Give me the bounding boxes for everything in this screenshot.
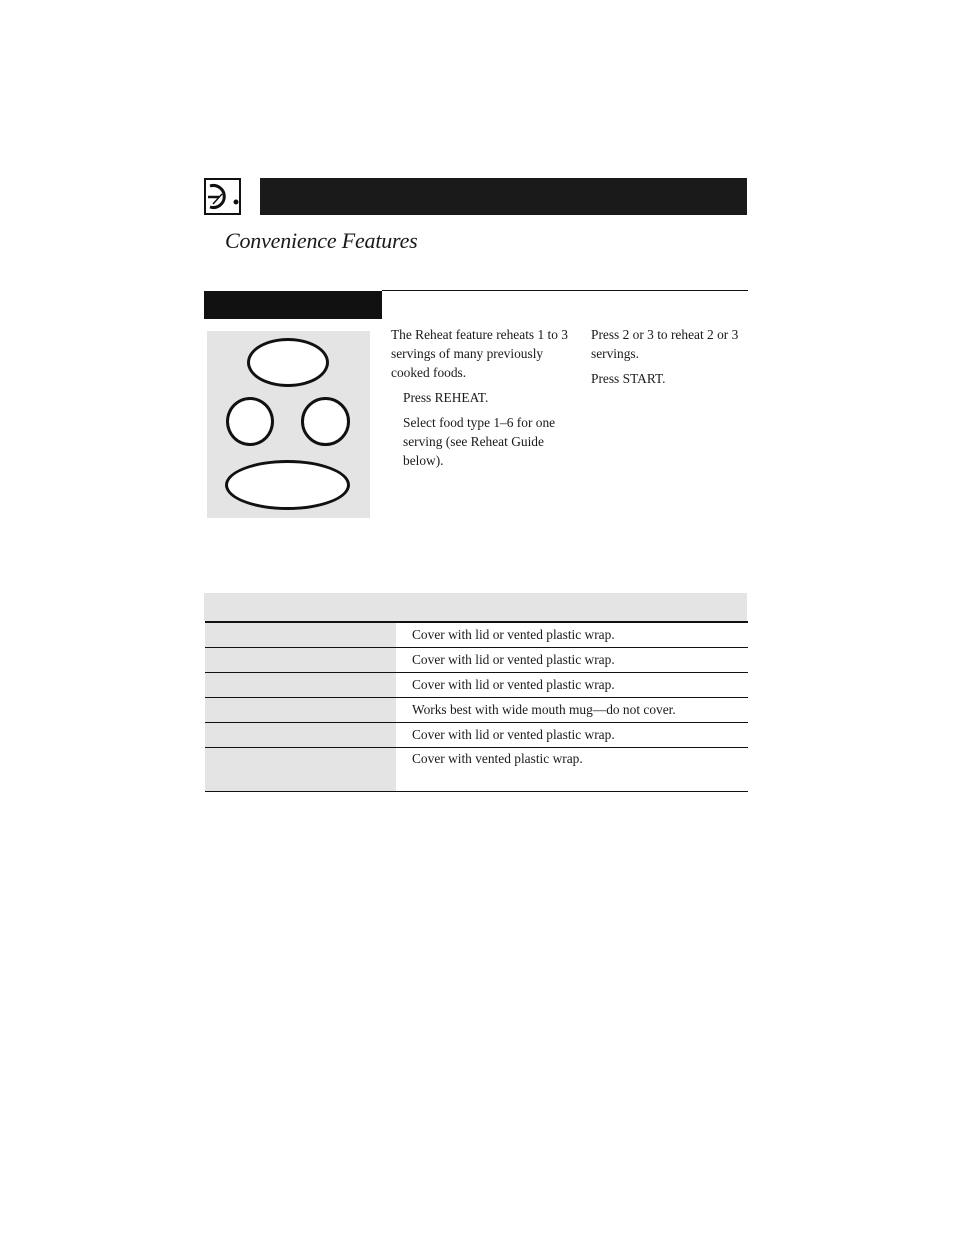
table-row (205, 748, 748, 792)
reheat-guide-table (205, 621, 748, 792)
step-4: Press START. (591, 371, 666, 386)
note-cell: Cover with lid or vented plastic wrap. (412, 627, 615, 642)
page-title: Convenience Features (225, 228, 418, 253)
table-row (205, 648, 748, 673)
instructions-column-2 (591, 325, 751, 394)
table-row (205, 673, 748, 698)
start-key (225, 460, 350, 510)
food-cell (205, 623, 396, 647)
step-1: Press REHEAT. (403, 390, 489, 405)
food-cell (205, 673, 396, 697)
table-row (205, 723, 748, 748)
guide-table-header (204, 593, 747, 621)
reheat-key (247, 338, 329, 387)
number-key-right (301, 397, 350, 446)
logo-box (204, 178, 241, 215)
microwave-clock-icon (204, 178, 241, 215)
header-bar (260, 178, 747, 215)
table-row (205, 623, 748, 648)
number-key-left (226, 397, 274, 446)
note-cell: Cover with lid or vented plastic wrap. (412, 677, 615, 692)
step-3: Press 2 or 3 to reheat 2 or 3 servings. (591, 327, 739, 361)
section-heading-bar (204, 291, 382, 319)
note-cell: Works best with wide mouth mug—do not cover. (412, 702, 676, 717)
keypad-illustration (207, 331, 370, 518)
section-divider (382, 290, 748, 291)
note-cell: Cover with vented plastic wrap. (412, 751, 583, 766)
step-2: Select food type 1–6 for one serving (see Reheat Guide below). (403, 415, 556, 468)
note-cell: Cover with lid or vented plastic wrap. (412, 652, 615, 667)
food-cell (205, 648, 396, 672)
note-cell: Cover with lid or vented plastic wrap. (412, 727, 615, 742)
table-row (205, 698, 748, 723)
intro-text: The Reheat feature reheats 1 to 3 servings of many previously cooked foods. (391, 327, 568, 380)
food-cell (205, 723, 396, 747)
instructions-column-1 (391, 325, 571, 476)
food-cell (205, 748, 396, 791)
food-cell (205, 698, 396, 722)
